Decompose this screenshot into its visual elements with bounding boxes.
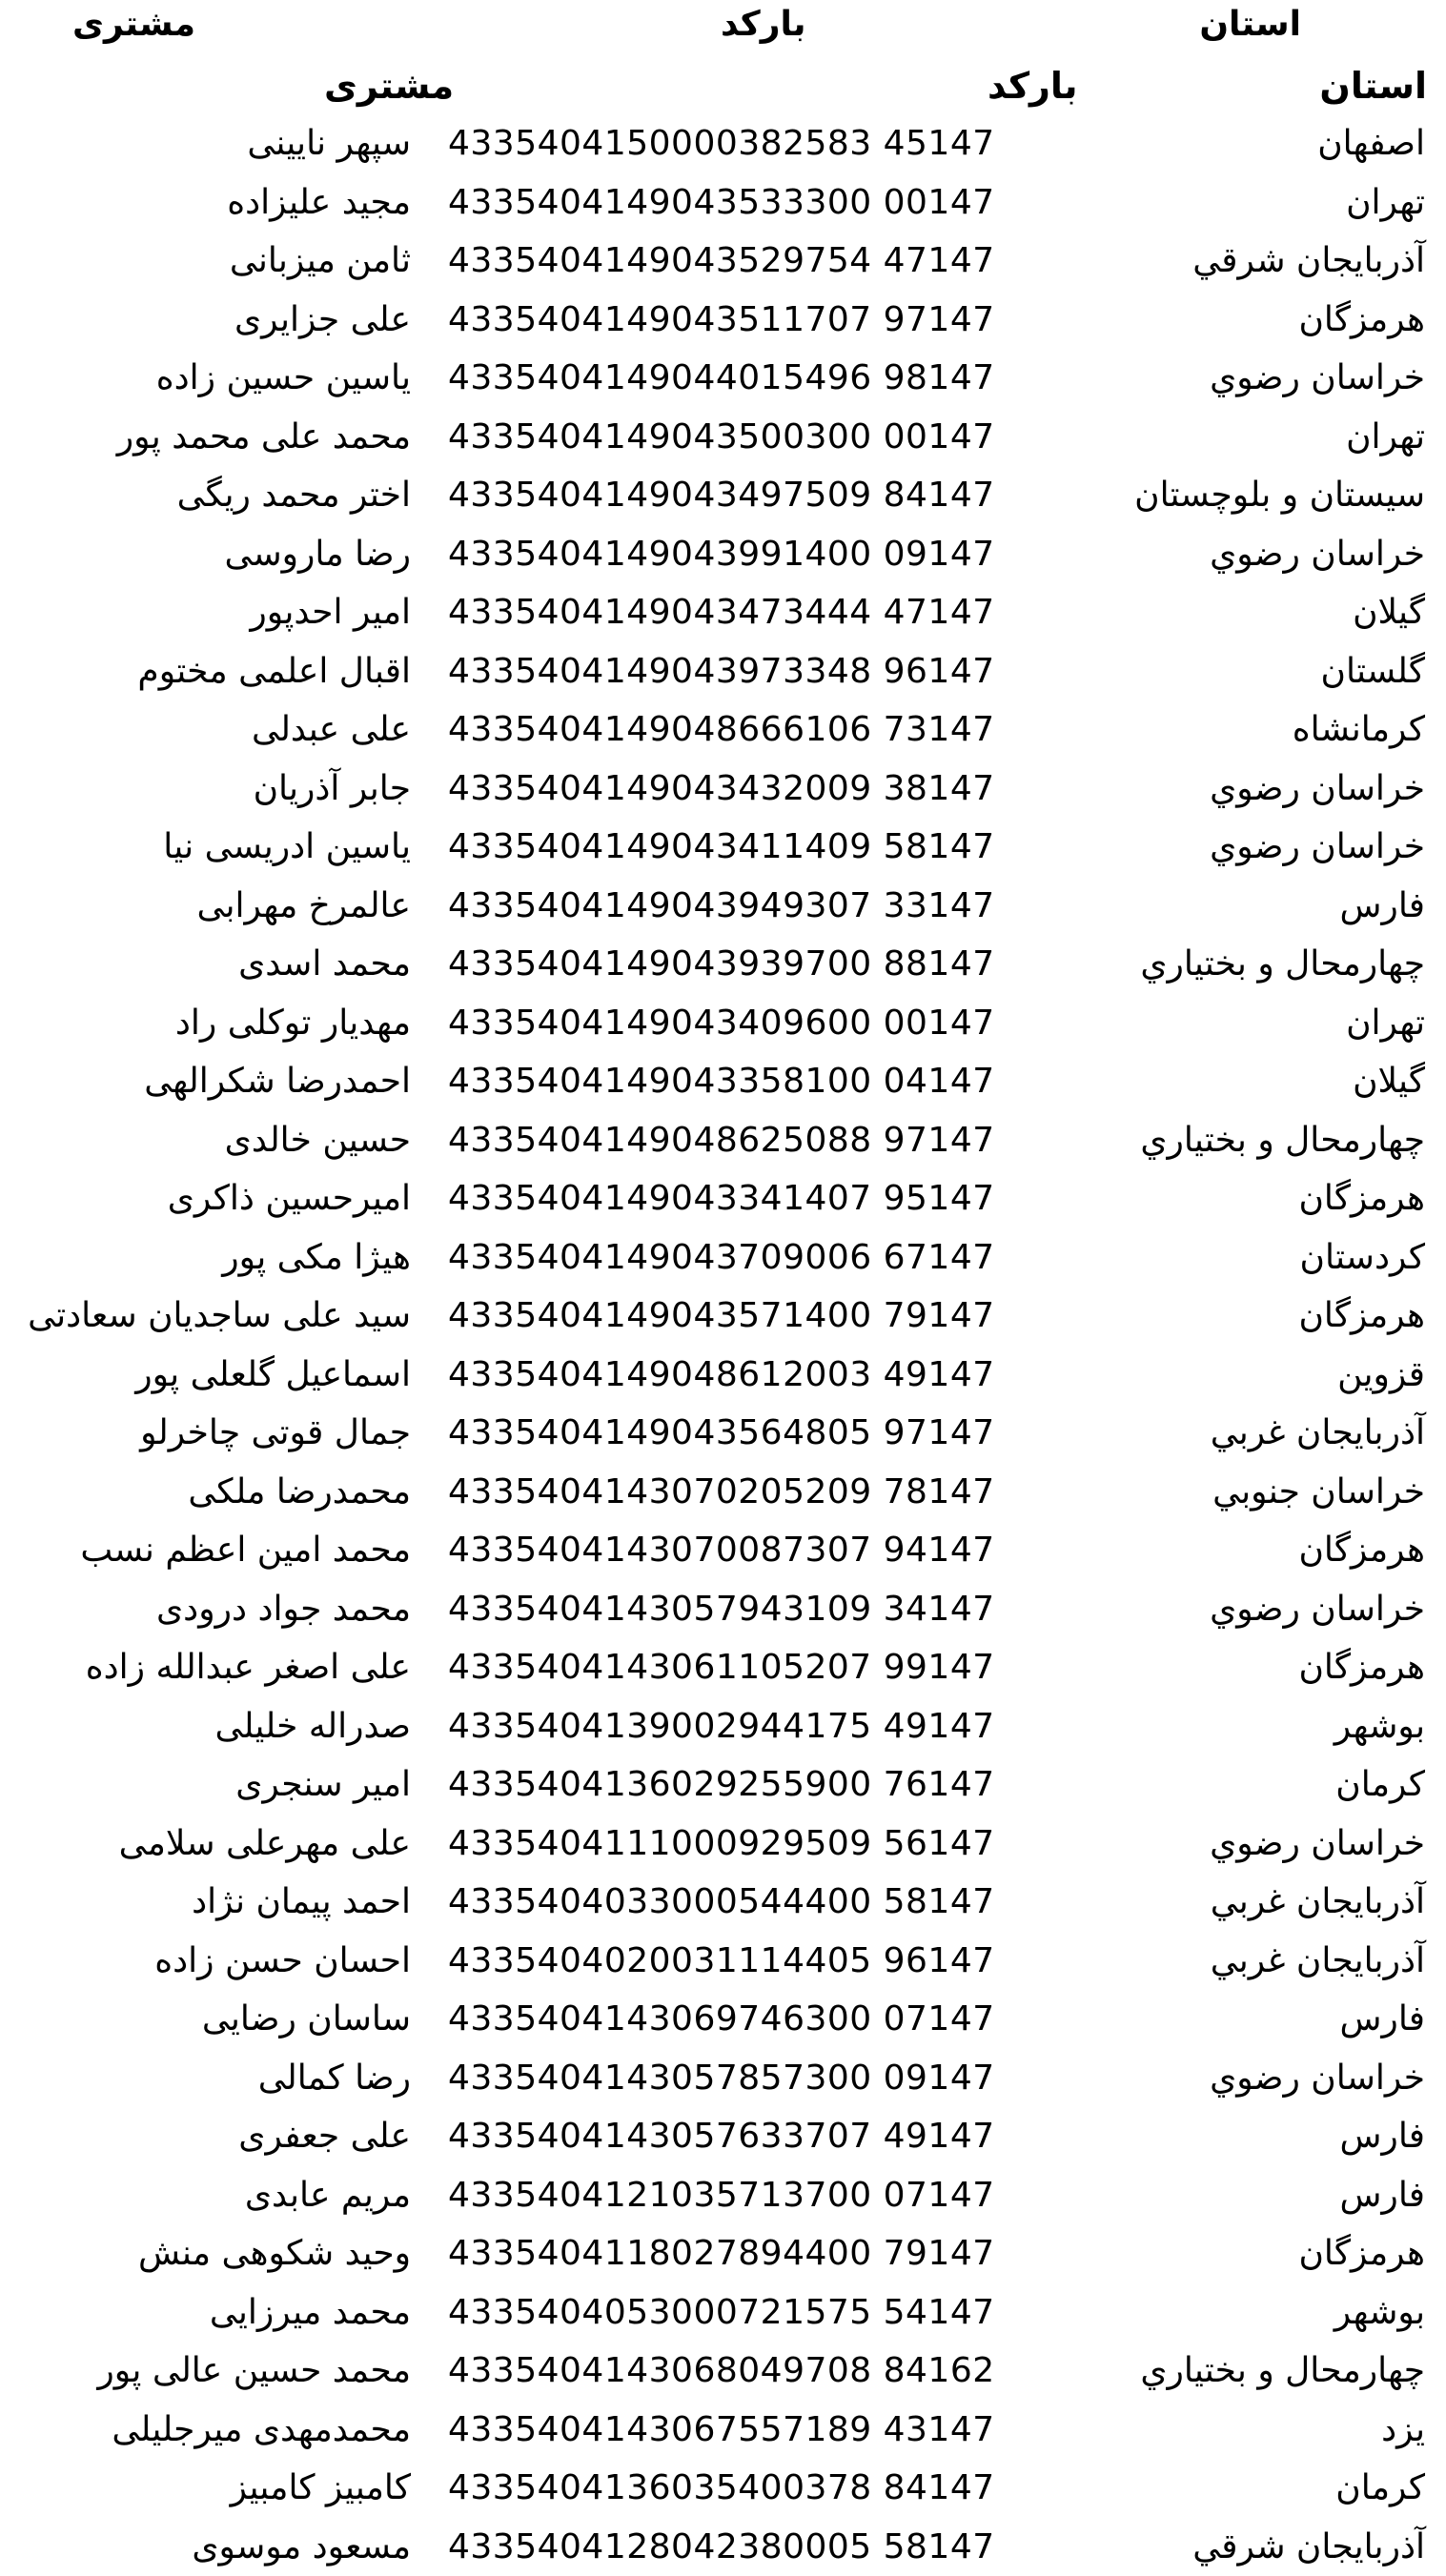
cell-customer: علی مهرعلی سلامی: [119, 1815, 411, 1873]
table-row: [0, 232, 1446, 291]
table-row: [0, 1638, 1446, 1697]
table-row: [0, 1111, 1446, 1170]
table-row: [0, 525, 1446, 584]
cell-barcode: 4335404033000544400 58147: [448, 1873, 995, 1931]
cell-customer: محمدمهدی میرجلیلی: [112, 2401, 411, 2459]
cell-province: هرمزگان: [1298, 1521, 1425, 1579]
cell-barcode: 4335404143067557189 43147: [448, 2401, 995, 2459]
cell-barcode: 4335404143070205209 78147: [448, 1463, 995, 1521]
table-row: [0, 877, 1446, 936]
cell-barcode: 4335404136029255900 76147: [448, 1755, 995, 1814]
cell-customer: سید علی ساجدیان سعادتی: [28, 1287, 411, 1345]
cell-barcode: 4335404149048612003 49147: [448, 1346, 995, 1404]
cell-province: آذربایجان شرقي: [1192, 2518, 1425, 2576]
cell-province: کرمان: [1335, 2459, 1425, 2517]
cell-barcode: 4335404143061105207 99147: [448, 1638, 995, 1696]
cell-province: هرمزگان: [1298, 2224, 1425, 2282]
cell-barcode: 4335404143057943109 34147: [448, 1580, 995, 1638]
column-header-customer: مشتری: [324, 59, 454, 112]
cell-province: خراسان رضوي: [1210, 349, 1425, 407]
cell-barcode: 4335404149043533300 00147: [448, 173, 995, 232]
cell-customer: امیرحسین ذاکری: [168, 1169, 411, 1227]
cell-customer: امیر سنجری: [235, 1755, 411, 1814]
cell-barcode: 4335404149048666106 73147: [448, 700, 995, 759]
cell-barcode: 4335404149043497509 84147: [448, 466, 995, 524]
cell-barcode: 4335404149043939700 88147: [448, 935, 995, 993]
cell-customer: کامبیز کامبیز: [231, 2459, 411, 2517]
cell-province: چهارمحال و بختیاري: [1140, 2342, 1425, 2400]
cell-province: تهران: [1346, 173, 1425, 232]
cell-barcode: 4335404139002944175 49147: [448, 1697, 995, 1755]
cell-customer: محمد علی محمد پور: [117, 408, 411, 466]
cell-province: کرمانشاه: [1293, 700, 1425, 759]
cell-customer: علی جزایری: [234, 291, 411, 349]
cell-customer: اختر محمد ریگی: [177, 466, 411, 524]
cell-barcode: 4335404150000382583 45147: [448, 114, 995, 172]
cell-province: آذربایجان غربي: [1211, 1404, 1425, 1462]
cell-barcode: 4335404149043571400 79147: [448, 1287, 995, 1345]
cell-province: اصفهان: [1317, 114, 1425, 172]
table-row: [0, 1580, 1446, 1639]
cell-barcode: 4335404149043709006 67147: [448, 1228, 995, 1287]
cell-province: خراسان رضوي: [1210, 2049, 1425, 2107]
cell-barcode: 4335404149043564805 97147: [448, 1404, 995, 1462]
top-header-row: [0, 0, 1446, 50]
cell-province: چهارمحال و بختیاري: [1140, 1111, 1425, 1169]
table-row: [0, 1521, 1446, 1580]
cell-barcode: 4335404149043473444 47147: [448, 583, 995, 641]
cell-customer: یاسین ادریسی نیا: [163, 818, 411, 876]
table-header-row: [0, 55, 1446, 114]
table-row: [0, 2459, 1446, 2518]
table-body: [0, 114, 1446, 2576]
cell-province: گیلان: [1353, 1052, 1425, 1110]
cell-barcode: 4335404149043409600 00147: [448, 994, 995, 1052]
cell-province: تهران: [1346, 994, 1425, 1052]
cell-customer: سپهر نایینی: [247, 114, 411, 172]
table-row: [0, 408, 1446, 467]
cell-customer: صدراله خلیلی: [214, 1697, 411, 1755]
cell-barcode: 4335404149043529754 47147: [448, 232, 995, 290]
cell-barcode: 4335404053000721575 54147: [448, 2283, 995, 2342]
cell-province: گلستان: [1321, 642, 1425, 700]
table-row: [0, 173, 1446, 233]
cell-barcode: 4335404149043973348 96147: [448, 642, 995, 700]
cell-customer: علی عبدلی: [252, 700, 411, 759]
cell-barcode: 4335404149043341407 95147: [448, 1169, 995, 1227]
cell-customer: عالمرخ مهرابی: [196, 877, 411, 935]
table-row: [0, 2518, 1446, 2576]
cell-province: تهران: [1346, 408, 1425, 466]
table-row: [0, 349, 1446, 408]
cell-barcode: 4335404149043949307 33147: [448, 877, 995, 935]
cell-barcode: 4335404143068049708 84162: [448, 2342, 995, 2400]
table-row: [0, 1404, 1446, 1463]
top-header-customer: مشتری: [72, 2, 195, 48]
cell-customer: اقبال اعلمی مختوم: [137, 642, 411, 700]
cell-customer: اسماعیل گلعلی پور: [135, 1346, 411, 1404]
table-row: [0, 2283, 1446, 2343]
cell-customer: ساسان رضایی: [202, 1990, 411, 2048]
cell-barcode: 4335404149043411409 58147: [448, 818, 995, 876]
table-row: [0, 1169, 1446, 1228]
table-row: [0, 935, 1446, 994]
top-header-barcode: بارکد: [721, 2, 806, 48]
table-row: [0, 1990, 1446, 2049]
table-row: [0, 1346, 1446, 1405]
table-row: [0, 818, 1446, 877]
cell-barcode: 4335404149043358100 04147: [448, 1052, 995, 1110]
table-row: [0, 2166, 1446, 2225]
cell-customer: احسان حسن زاده: [154, 1932, 411, 1990]
cell-province: بوشهر: [1334, 2283, 1425, 2342]
table-row: [0, 2049, 1446, 2108]
table-row: [0, 2342, 1446, 2401]
table-row: [0, 1463, 1446, 1522]
cell-province: خراسان رضوي: [1210, 1580, 1425, 1638]
cell-customer: وحید شکوهی منش: [138, 2224, 411, 2282]
cell-province: خراسان رضوي: [1210, 1815, 1425, 1873]
cell-customer: محمد جواد درودی: [156, 1580, 411, 1638]
cell-province: آذربایجان شرقي: [1192, 232, 1425, 290]
cell-barcode: 4335404020031114405 96147: [448, 1932, 995, 1990]
cell-barcode: 4335404149048625088 97147: [448, 1111, 995, 1169]
cell-customer: مریم عابدی: [245, 2166, 411, 2224]
cell-barcode: 4335404149043511707 97147: [448, 291, 995, 349]
table-row: [0, 1697, 1446, 1756]
cell-province: خراسان جنوبي: [1212, 1463, 1425, 1521]
table-row: [0, 583, 1446, 642]
cell-customer: علی جعفری: [238, 2107, 411, 2165]
cell-province: کرمان: [1335, 1755, 1425, 1814]
table-row: [0, 1287, 1446, 1346]
table-row: [0, 1815, 1446, 1874]
cell-barcode: 4335404143057857300 09147: [448, 2049, 995, 2107]
cell-province: یزد: [1381, 2401, 1425, 2459]
cell-province: فارس: [1339, 2166, 1425, 2224]
cell-barcode: 4335404136035400378 84147: [448, 2459, 995, 2517]
cell-barcode: 4335404111000929509 56147: [448, 1815, 995, 1873]
cell-province: هرمزگان: [1298, 291, 1425, 349]
cell-barcode: 4335404149044015496 98147: [448, 349, 995, 407]
cell-barcode: 4335404149043500300 00147: [448, 408, 995, 466]
cell-province: خراسان رضوي: [1210, 760, 1425, 818]
cell-province: گیلان: [1353, 583, 1425, 641]
table-row: [0, 1228, 1446, 1288]
cell-province: فارس: [1339, 1990, 1425, 2048]
cell-customer: امیر احدپور: [250, 583, 411, 641]
cell-province: قزوین: [1337, 1346, 1425, 1404]
cell-province: آذربایجان غربي: [1211, 1873, 1425, 1931]
table-row: [0, 2224, 1446, 2283]
cell-customer: محمد امین اعظم نسب: [80, 1521, 411, 1579]
cell-province: کردستان: [1300, 1228, 1425, 1287]
table-row: [0, 1873, 1446, 1932]
cell-province: آذربایجان غربي: [1211, 1932, 1425, 1990]
top-header-province: استان: [1199, 2, 1301, 48]
cell-barcode: 4335404149043432009 38147: [448, 760, 995, 818]
cell-province: هرمزگان: [1298, 1169, 1425, 1227]
cell-province: سیستان و بلوچستان: [1134, 466, 1425, 524]
cell-barcode: 4335404149043991400 09147: [448, 525, 995, 583]
cell-barcode: 4335404118027894400 79147: [448, 2224, 995, 2282]
table-row: [0, 1932, 1446, 1991]
cell-province: خراسان رضوي: [1210, 818, 1425, 876]
table-row: [0, 994, 1446, 1053]
column-header-province: استان: [1319, 59, 1427, 112]
table-row: [0, 642, 1446, 701]
table-row: [0, 1052, 1446, 1111]
cell-customer: جابر آذریان: [254, 760, 411, 818]
column-header-barcode: بارکد: [988, 59, 1077, 112]
table-row: [0, 2401, 1446, 2460]
table-row: [0, 700, 1446, 760]
cell-customer: محمدرضا ملکی: [188, 1463, 411, 1521]
cell-customer: حسین خالدی: [225, 1111, 411, 1169]
cell-province: هرمزگان: [1298, 1638, 1425, 1696]
cell-barcode: 4335404121035713700 07147: [448, 2166, 995, 2224]
cell-province: چهارمحال و بختیاري: [1140, 935, 1425, 993]
cell-province: هرمزگان: [1298, 1287, 1425, 1345]
table-row: [0, 2107, 1446, 2166]
table-row: [0, 1755, 1446, 1815]
table-row: [0, 466, 1446, 525]
cell-customer: رضا ماروسی: [224, 525, 411, 583]
cell-customer: هیژا مکی پور: [222, 1228, 411, 1287]
cell-province: بوشهر: [1334, 1697, 1425, 1755]
table-row: [0, 114, 1446, 173]
cell-province: خراسان رضوي: [1210, 525, 1425, 583]
cell-customer: مهدیار توکلی راد: [175, 994, 411, 1052]
cell-customer: محمد اسدی: [238, 935, 411, 993]
cell-customer: مجید علیزاده: [227, 173, 411, 232]
cell-customer: یاسین حسین زاده: [156, 349, 411, 407]
cell-customer: علی اصغر عبدالله زاده: [86, 1638, 411, 1696]
cell-customer: محمد میرزایی: [210, 2283, 411, 2342]
cell-customer: رضا کمالی: [258, 2049, 411, 2107]
table-row: [0, 291, 1446, 350]
cell-customer: احمدرضا شکرالهی: [144, 1052, 411, 1110]
cell-barcode: 4335404143057633707 49147: [448, 2107, 995, 2165]
cell-province: فارس: [1339, 2107, 1425, 2165]
cell-customer: احمد پیمان نژاد: [192, 1873, 411, 1931]
cell-barcode: 4335404143069746300 07147: [448, 1990, 995, 2048]
cell-customer: محمد حسین عالی پور: [97, 2342, 411, 2400]
cell-barcode: 4335404143070087307 94147: [448, 1521, 995, 1579]
cell-customer: ثامن میزبانی: [230, 232, 411, 290]
cell-customer: مسعود موسوی: [192, 2518, 411, 2576]
cell-province: فارس: [1339, 877, 1425, 935]
cell-customer: جمال قوتی چاخرلو: [140, 1404, 411, 1462]
table-row: [0, 760, 1446, 819]
cell-barcode: 4335404128042380005 58147: [448, 2518, 995, 2576]
